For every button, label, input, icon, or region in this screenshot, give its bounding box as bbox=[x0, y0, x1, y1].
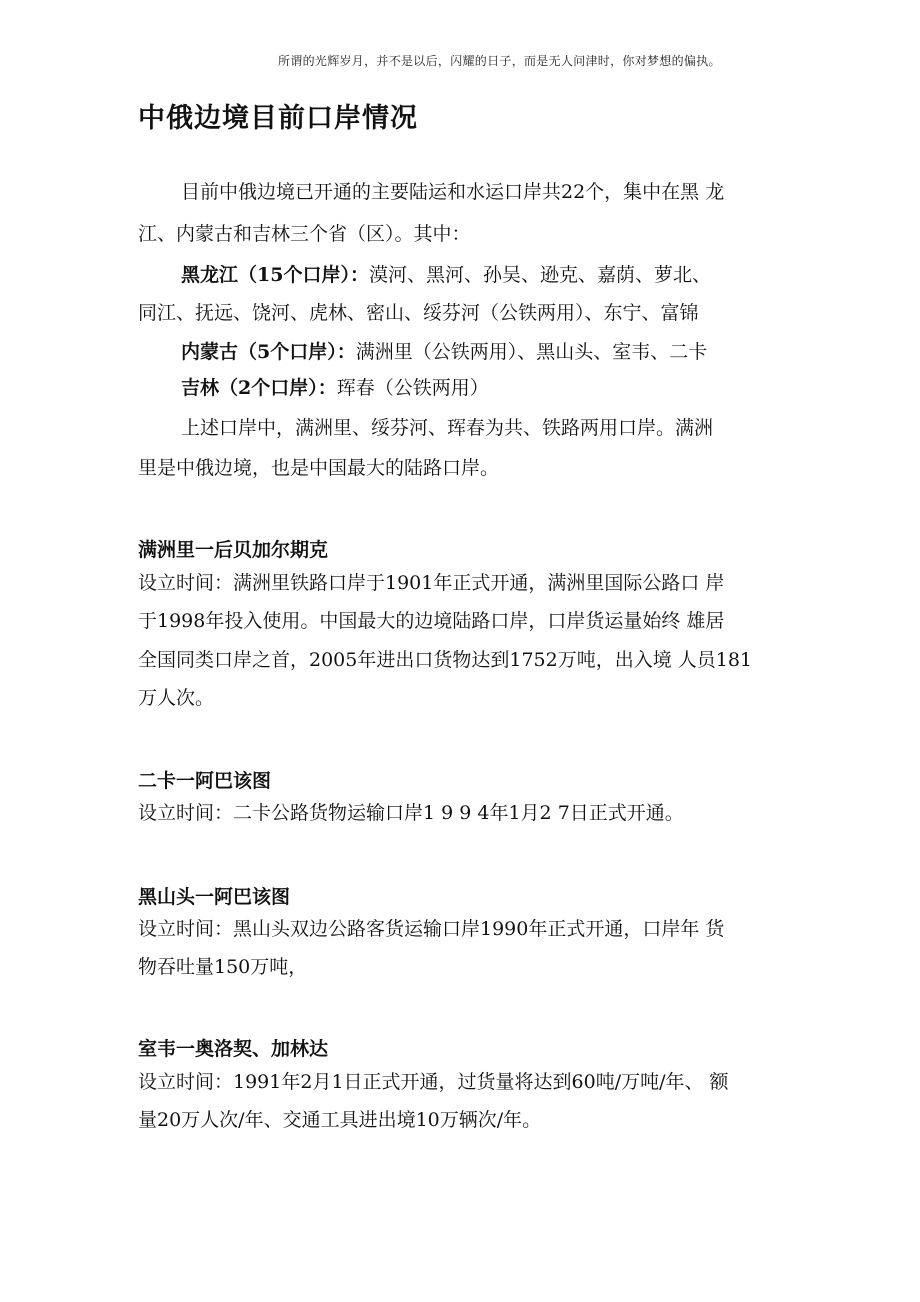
province-label: 黑龙江（15个口岸）： bbox=[181, 264, 369, 286]
section-line: 设立时间：黑山头双边公路客货运输口岸1990年正式开通，口岸年 货 bbox=[138, 918, 725, 940]
port-list: 满洲里（公铁两用）、黑山头、室韦、二卡 bbox=[355, 341, 708, 363]
summary-line: 上述口岸中，满洲里、绥芬河、珲春为共、铁路两用口岸。满洲 bbox=[181, 417, 714, 439]
section-line: 全国同类口岸之首，2005年进出口货物达到1752万吨，出入境 人员181 bbox=[138, 649, 753, 671]
section-heading: 二卡一阿巴该图 bbox=[138, 770, 272, 792]
province-jilin bbox=[181, 379, 489, 398]
section-line: 设立时间：1991年2月1日正式开通，过货量将达到60吨/万吨/年、 额 bbox=[138, 1071, 729, 1093]
port-list: 漠河、黑河、孙吴、逊克、嘉荫、萝北、 bbox=[368, 264, 711, 286]
province-label: 内蒙古（5个口岸）： bbox=[181, 341, 356, 363]
port-list-continued: 同江、抚远、饶河、虎林、密山、绥芬河（公铁两用）、东宁、富锦 bbox=[138, 302, 699, 324]
document-title: 中俄边境目前口岸情况 bbox=[138, 103, 418, 134]
section-line: 万人次。 bbox=[138, 687, 215, 709]
section-line: 于1998年投入使用。中国最大的边境陆路口岸，口岸货运量始终 雄居 bbox=[138, 610, 725, 632]
section-line: 设立时间：满洲里铁路口岸于1901年正式开通，满洲里国际公路口 岸 bbox=[138, 572, 725, 594]
province-neimenggu bbox=[181, 343, 707, 362]
section-line: 设立时间：二卡公路货物运输口岸1 9 9 4年1月2 7日正式开通。 bbox=[138, 802, 684, 824]
province-heilongjiang bbox=[181, 266, 711, 285]
section-line: 量20万人次/年、交通工具进出境10万辆次/年。 bbox=[138, 1109, 542, 1131]
port-list: 珲春（公铁两用） bbox=[336, 377, 489, 399]
header-quote: 所谓的光辉岁月，并不是以后，闪耀的日子，而是无人问津时，你对梦想的偏执。 bbox=[278, 54, 721, 68]
section-heading: 黑山头一阿巴该图 bbox=[138, 886, 291, 908]
summary-line: 里是中俄边境，也是中国最大的陆路口岸。 bbox=[138, 457, 500, 479]
province-label: 吉林（2个口岸）： bbox=[181, 377, 337, 399]
section-line: 物吞吐量150万吨， bbox=[138, 956, 308, 978]
intro-line: 江、内蒙古和吉林三个省（区）。其中： bbox=[138, 223, 471, 245]
section-heading: 满洲里一后贝加尔期克 bbox=[138, 539, 329, 561]
section-heading: 室韦一奥洛契、加林达 bbox=[138, 1038, 329, 1060]
intro-line: 目前中俄边境已开通的主要陆运和水运口岸共22个，集中在黑 龙 bbox=[181, 181, 725, 203]
